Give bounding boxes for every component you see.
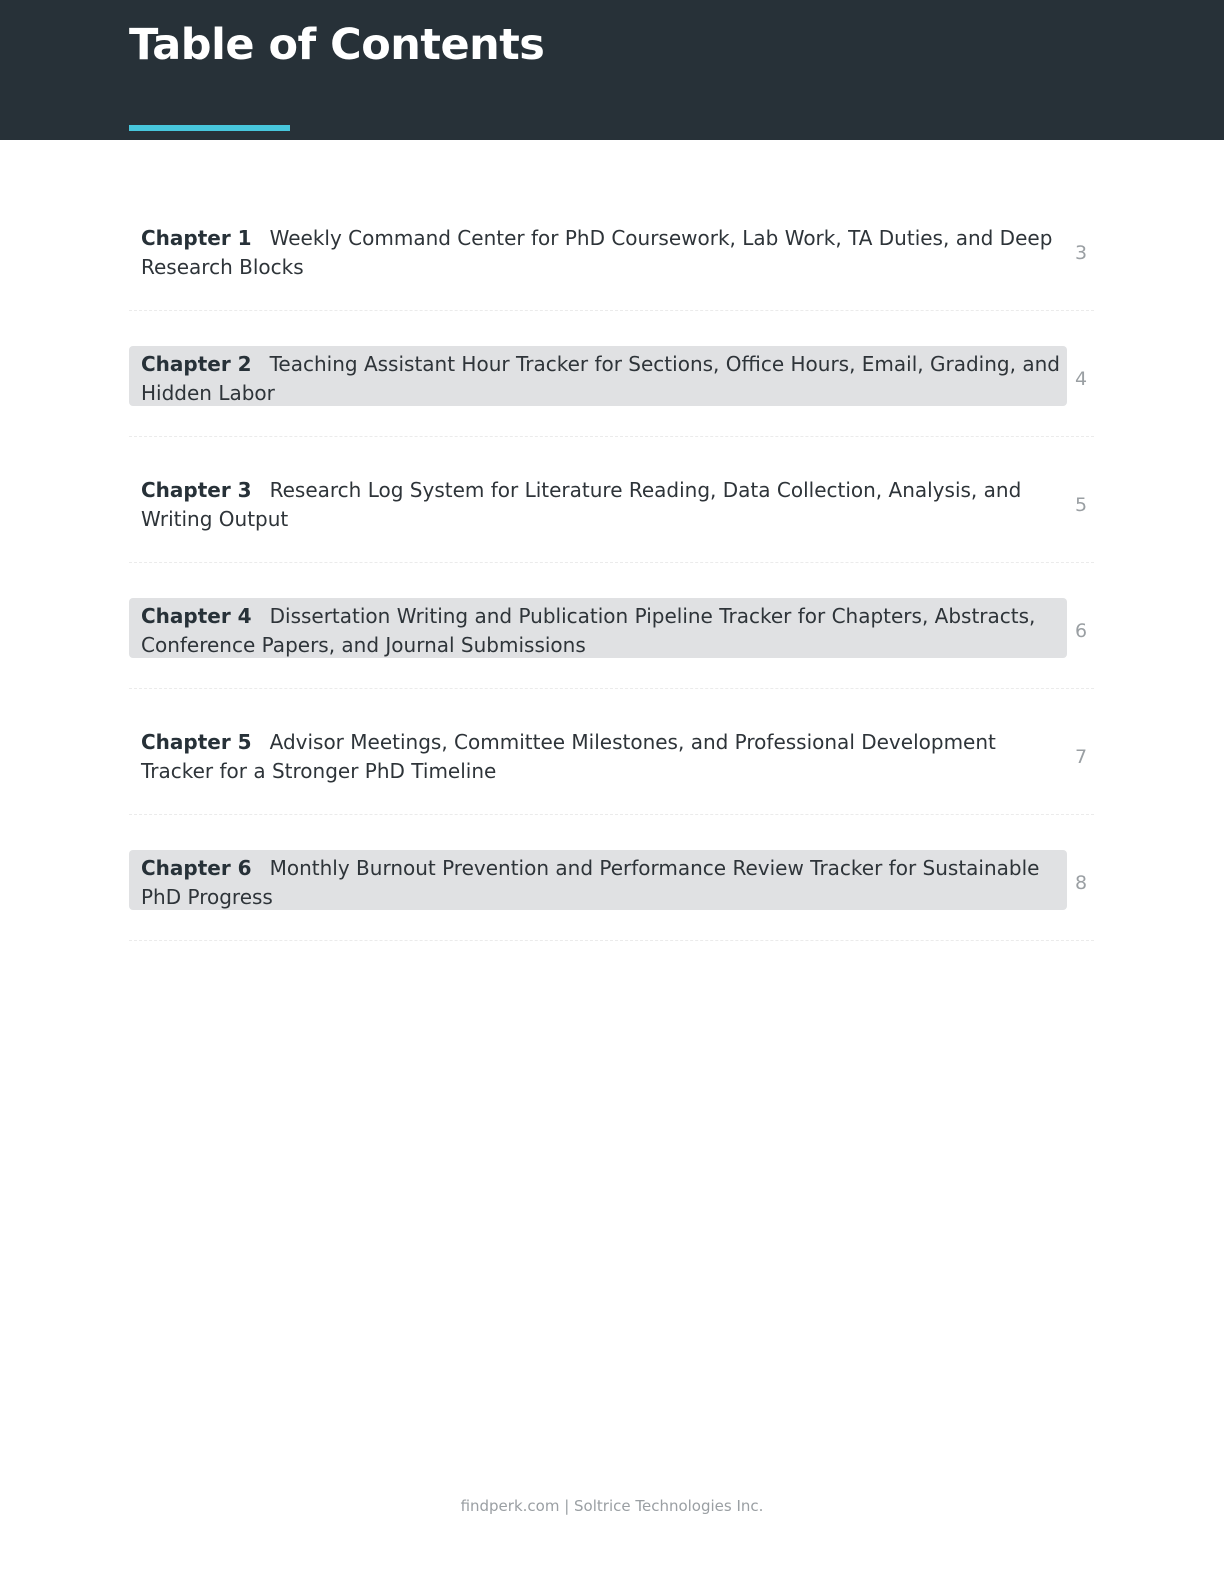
page-title: Table of Contents — [129, 20, 545, 70]
chapter-title: Dissertation Writing and Publication Pipeline Tracker for Chapters, Abstracts, Conference Papers, and Journal Submissions — [141, 604, 1036, 657]
header-accent-bar — [129, 125, 290, 131]
toc-entry-text — [129, 220, 1067, 280]
toc-entry-chapter-4[interactable] — [129, 598, 1094, 724]
toc-entry-text — [129, 346, 1067, 406]
page-number: 5 — [1075, 494, 1088, 516]
page-number: 7 — [1075, 746, 1088, 768]
page-number: 4 — [1075, 368, 1088, 390]
chapter-label: Chapter 2 — [141, 352, 252, 376]
chapter-label: Chapter 6 — [141, 856, 252, 880]
toc-entry-chapter-3[interactable] — [129, 472, 1094, 598]
page-header — [0, 0, 1224, 140]
page-number: 8 — [1075, 872, 1088, 894]
toc-entry-text — [129, 724, 1067, 784]
chapter-label: Chapter 1 — [141, 226, 252, 250]
table-of-contents — [129, 220, 1094, 976]
page-footer: findperk.com | Soltrice Technologies Inc. — [460, 1497, 764, 1515]
page-number: 3 — [1075, 242, 1088, 264]
page-number: 6 — [1075, 620, 1088, 642]
chapter-label: Chapter 3 — [141, 478, 252, 502]
toc-entry-text — [129, 472, 1067, 532]
chapter-title: Teaching Assistant Hour Tracker for Sections, Office Hours, Email, Grading, and Hidden Labor — [141, 352, 1060, 405]
chapter-label: Chapter 4 — [141, 604, 252, 628]
chapter-label: Chapter 5 — [141, 730, 252, 754]
toc-entry-chapter-1[interactable] — [129, 220, 1094, 346]
chapter-title: Research Log System for Literature Reading, Data Collection, Analysis, and Writing Output — [141, 478, 1022, 531]
chapter-title: Monthly Burnout Prevention and Performance Review Tracker for Sustainable PhD Progress — [141, 856, 1040, 909]
toc-entry-chapter-5[interactable] — [129, 724, 1094, 850]
chapter-title: Advisor Meetings, Committee Milestones, and Professional Development Tracker for a Stronger PhD Timeline — [141, 730, 996, 783]
toc-entry-chapter-2[interactable] — [129, 346, 1094, 472]
toc-entry-text — [129, 850, 1067, 910]
chapter-title: Weekly Command Center for PhD Coursework, Lab Work, TA Duties, and Deep Research Blocks — [141, 226, 1053, 279]
toc-entry-text — [129, 598, 1067, 658]
toc-entry-chapter-6[interactable] — [129, 850, 1094, 976]
